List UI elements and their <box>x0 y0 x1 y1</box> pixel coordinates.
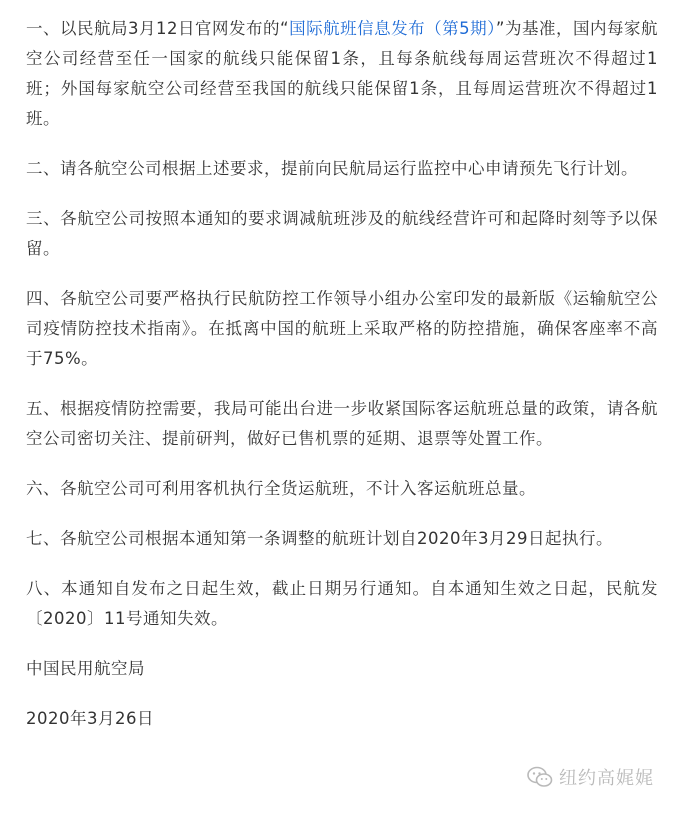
paragraph-1-after: ”为基准，国内每家航空公司经营至任一国家的航线只能保留1条，且每条航线每周运营班次不得超过1班；外国每家航空公司经营至我国的航线只能保留1条，且每周运营班次不得超过1班。 <box>26 19 659 128</box>
signature: 中国民用航空局 <box>26 659 145 678</box>
date: 2020年3月26日 <box>26 709 154 728</box>
paragraph-5: 五、根据疫情防控需要，我局可能出台进一步收紧国际客运航班总量的政策，请各航空公司密切关注、提前研判，做好已售机票的延期、退票等处置工作。 <box>26 399 658 448</box>
wechat-icon <box>527 766 553 788</box>
paragraph-6: 六、各航空公司可利用客机执行全货运航班，不计入客运航班总量。 <box>26 479 536 498</box>
paragraph-7: 七、各航空公司根据本通知第一条调整的航班计划自2020年3月29日起执行。 <box>26 529 613 548</box>
paragraph-3: 三、各航空公司按照本通知的要求调减航班涉及的航线经营许可和起降时刻等予以保留。 <box>26 209 658 258</box>
watermark-text: 纽约高娓娓 <box>559 768 654 789</box>
paragraph-1 <box>26 14 658 134</box>
paragraph-2: 二、请各航空公司根据上述要求，提前向民航局运行监控中心申请预先飞行计划。 <box>26 159 638 178</box>
paragraph-4: 四、各航空公司要严格执行民航防控工作领导小组办公室印发的最新版《运输航空公司疫情防控技术指南》。在抵离中国的航班上采取严格的防控措施，确保客座率不高于75%。 <box>26 289 658 368</box>
paragraph-1-before: 一、以民航局3月12日官网发布的“ <box>26 19 290 38</box>
watermark <box>527 764 654 790</box>
notice-document <box>26 14 658 734</box>
paragraph-8: 八、本通知自发布之日起生效，截止日期另行通知。自本通知生效之日起，民航发〔2020〕11号通知失效。 <box>26 579 658 628</box>
international-flight-info-link[interactable]: 国际航班信息发布（第5期） <box>289 19 496 38</box>
